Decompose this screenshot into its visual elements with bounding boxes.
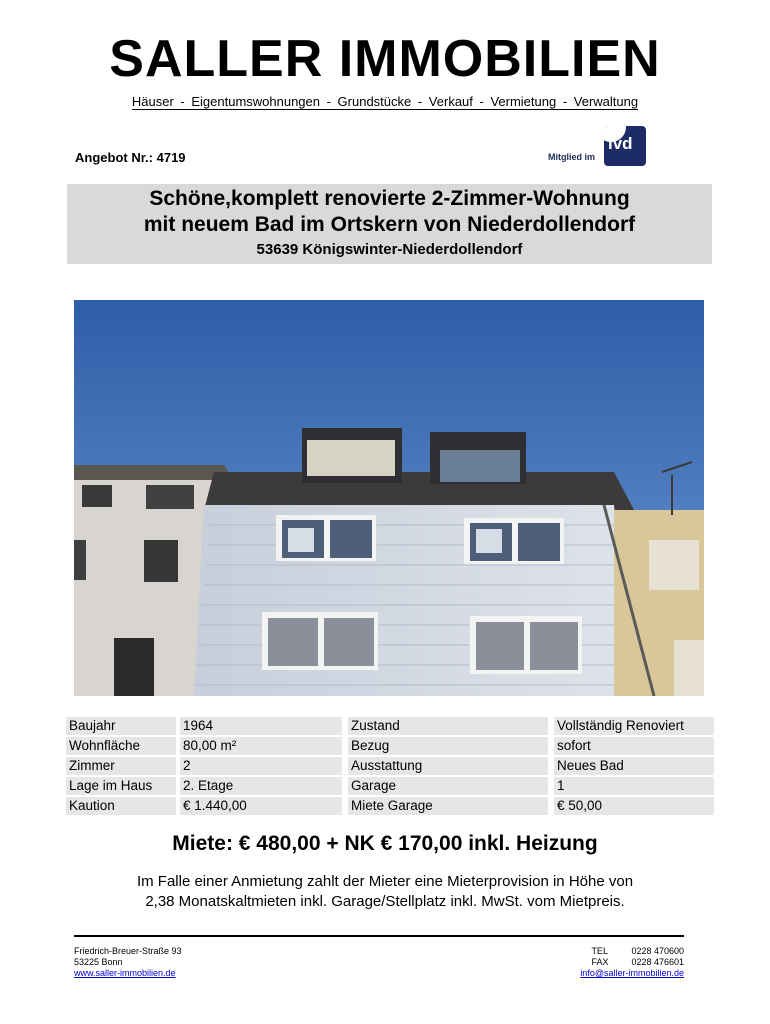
tel-label: TEL xyxy=(591,946,608,956)
facts-row xyxy=(66,717,714,735)
fact-value: 2 xyxy=(180,757,342,775)
fact-label: Bezug xyxy=(348,737,548,755)
fact-label: Wohnfläche xyxy=(66,737,176,755)
fact-value: 1964 xyxy=(180,717,342,735)
listing-address: 53639 Königswinter-Niederdollendorf xyxy=(256,241,523,258)
offer-number: Angebot Nr.: 4719 xyxy=(75,150,186,165)
fact-value: € 1.440,00 xyxy=(180,797,342,815)
tel-number: 0228 470600 xyxy=(631,946,684,956)
fact-label: Miete Garage xyxy=(348,797,548,815)
fact-value: € 50,00 xyxy=(554,797,714,815)
ivd-logo-text: ivd xyxy=(608,134,633,153)
footer-contact xyxy=(580,946,684,979)
fax-number: 0228 476601 xyxy=(631,957,684,967)
facts-row xyxy=(66,797,714,815)
ivd-logo xyxy=(604,126,646,166)
fact-label: Zimmer xyxy=(66,757,176,775)
footer-fax xyxy=(580,957,684,968)
fact-value: 80,00 m² xyxy=(180,737,342,755)
footer-tel xyxy=(580,946,684,957)
fact-value: Vollständig Renoviert xyxy=(554,717,714,735)
property-photo xyxy=(74,300,704,696)
fact-value: sofort xyxy=(554,737,714,755)
footer-street: Friedrich-Breuer-Straße 93 xyxy=(74,946,182,956)
email-link[interactable]: info@saller-immobilien.de xyxy=(580,968,684,978)
website-link[interactable]: www.saller-immobilien.de xyxy=(74,968,176,978)
fact-label: Zustand xyxy=(348,717,548,735)
commission-note-line1: Im Falle einer Anmietung zahlt der Mieter eine Mieterprovision in Höhe von xyxy=(136,873,634,890)
fax-label: FAX xyxy=(591,957,609,967)
property-photo-drawing xyxy=(74,300,704,696)
footer-city: 53225 Bonn xyxy=(74,957,123,967)
listing-title-line1: Schöne,komplett renovierte 2-Zimmer-Wohnung xyxy=(149,187,630,210)
footer-divider xyxy=(74,935,684,937)
facts-row xyxy=(66,737,714,755)
fact-label: Kaution xyxy=(66,797,176,815)
listing-title-line2: mit neuem Bad im Ortskern von Niederdollendorf xyxy=(143,213,636,236)
fact-label: Garage xyxy=(348,777,548,795)
ivd-membership-badge xyxy=(548,124,648,168)
listing-title-box xyxy=(67,184,712,264)
commission-note xyxy=(0,872,770,912)
fact-value: 1 xyxy=(554,777,714,795)
facts-row xyxy=(66,757,714,775)
membership-label: Mitglied im xyxy=(548,152,595,162)
footer-address xyxy=(74,946,182,979)
company-name: SALLER IMMOBILIEN xyxy=(109,30,661,88)
services-text: Häuser - Eigentumswohnungen - Grundstücke - Verkauf - Vermietung - Verwaltung xyxy=(131,94,639,109)
fact-value: 2. Etage xyxy=(180,777,342,795)
commission-note-line2: 2,38 Monatskaltmieten inkl. Garage/Stellplatz inkl. MwSt. vom Mietpreis. xyxy=(145,893,625,910)
facts-row xyxy=(66,777,714,795)
fact-label: Baujahr xyxy=(66,717,176,735)
services-line xyxy=(0,94,770,109)
rent-summary: Miete: € 480,00 + NK € 170,00 inkl. Heizung xyxy=(172,832,598,855)
fact-label: Lage im Haus xyxy=(66,777,176,795)
fact-value: Neues Bad xyxy=(554,757,714,775)
fact-label: Ausstattung xyxy=(348,757,548,775)
